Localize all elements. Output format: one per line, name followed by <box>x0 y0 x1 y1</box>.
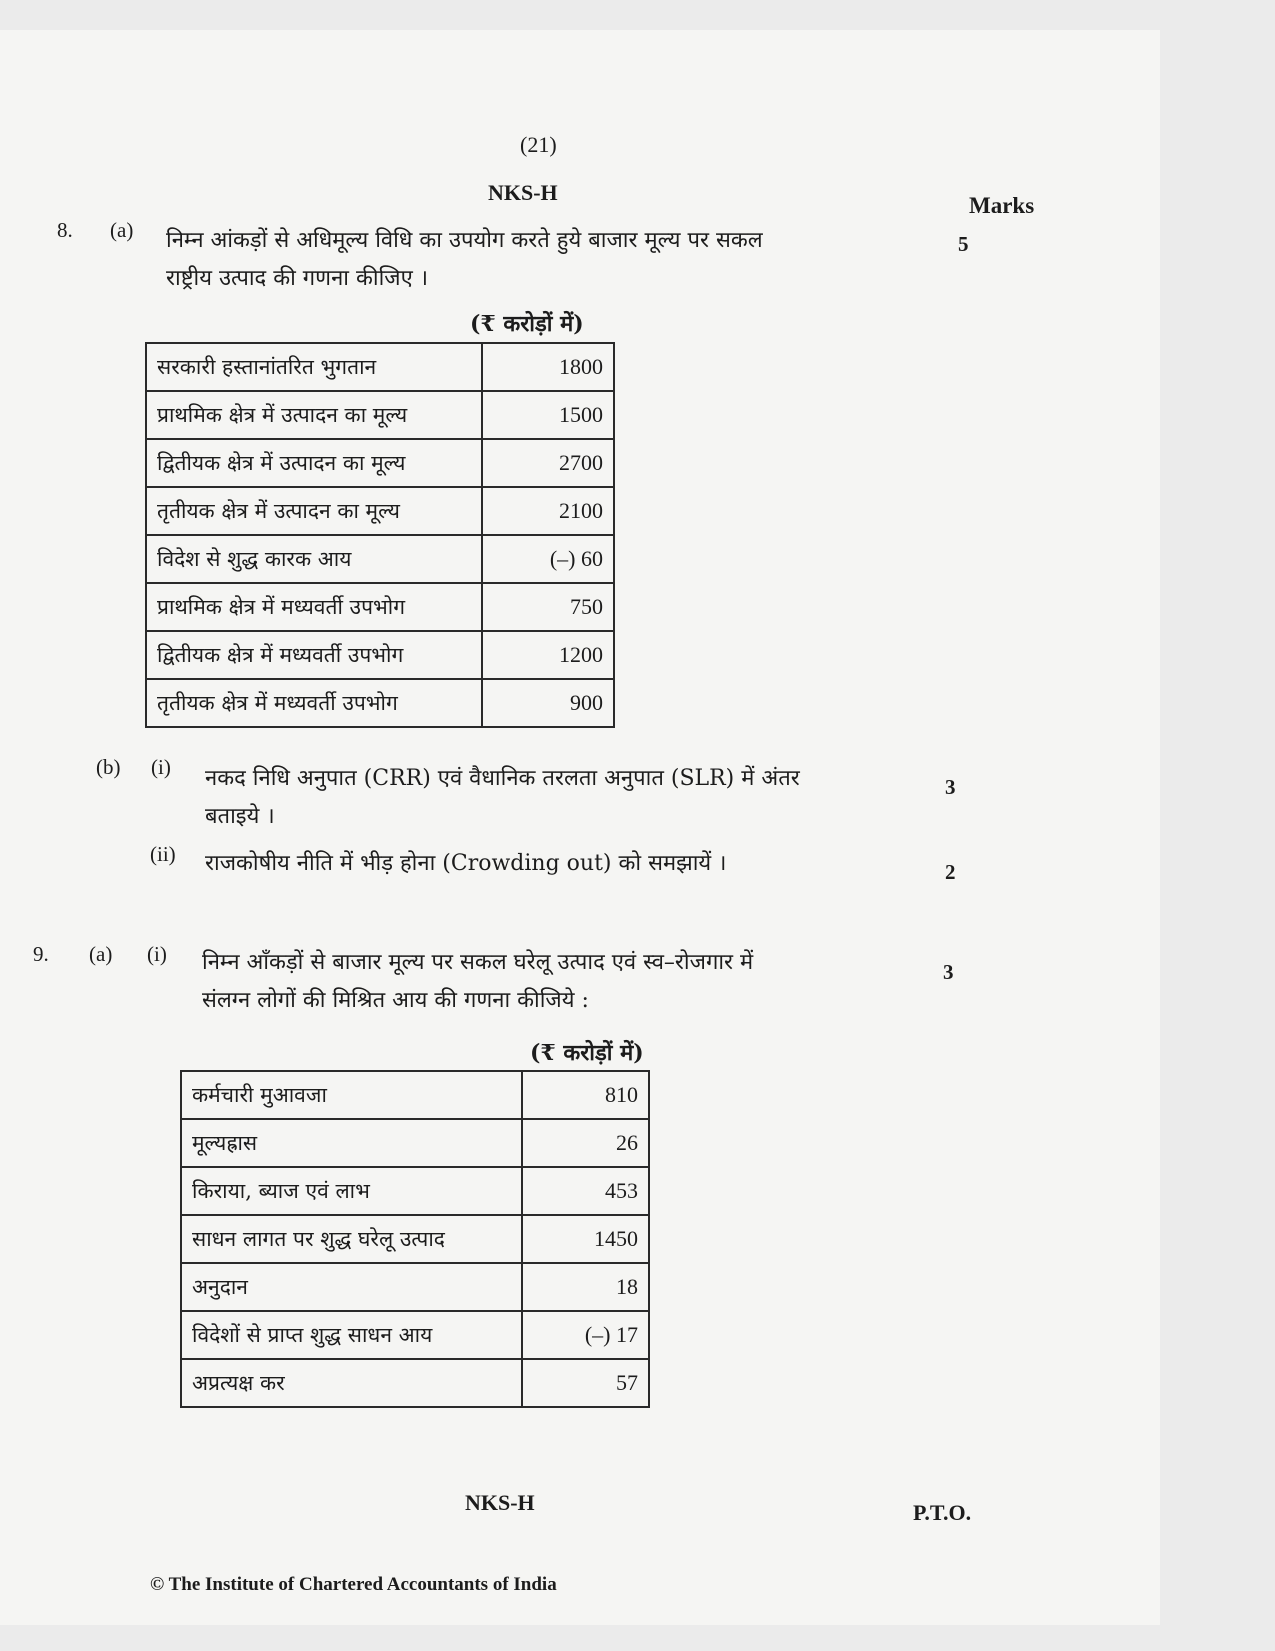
copyright-notice: © The Institute of Chartered Accountants of India <box>150 1574 557 1595</box>
row-label: द्वितीयक क्षेत्र में उत्पादन का मूल्य <box>146 439 482 487</box>
row-value: 57 <box>522 1359 649 1407</box>
row-label: कर्मचारी मुआवजा <box>181 1071 522 1119</box>
row-value: 18 <box>522 1263 649 1311</box>
row-label: अनुदान <box>181 1263 522 1311</box>
row-label: अप्रत्यक्ष कर <box>181 1359 522 1407</box>
row-label: किराया, ब्याज एवं लाभ <box>181 1167 522 1215</box>
table-row <box>181 1167 649 1215</box>
row-label: तृतीयक क्षेत्र में मध्यवर्ती उपभोग <box>146 679 482 727</box>
row-value: (–) 17 <box>522 1311 649 1359</box>
row-value: 26 <box>522 1119 649 1167</box>
row-label: द्वितीयक क्षेत्र में मध्यवर्ती उपभोग <box>146 631 482 679</box>
question-9a-i-line-1: निम्न आँकड़ों से बाजार मूल्य पर सकल घरेलू उत्पाद एवं स्व–रोजगार में <box>202 950 754 975</box>
question-8b-i-label: (i) <box>151 755 171 779</box>
table-row <box>181 1311 649 1359</box>
table-row <box>146 583 614 631</box>
table-row <box>181 1215 649 1263</box>
row-label: साधन लागत पर शुद्ध घरेलू उत्पाद <box>181 1215 522 1263</box>
question-8a-label: (a) <box>110 218 134 242</box>
row-label: विदेश से शुद्ध कारक आय <box>146 535 482 583</box>
row-value: 1200 <box>482 631 614 679</box>
table-row <box>146 631 614 679</box>
table-row <box>146 679 614 727</box>
table-1-unit: (₹ करोड़ों में) <box>470 311 584 337</box>
question-9-number: 9. <box>33 942 49 966</box>
row-value: 2100 <box>482 487 614 535</box>
question-8b-label: (b) <box>96 755 121 779</box>
marks-column-heading: Marks <box>969 193 1035 218</box>
page-number: (21) <box>520 132 557 157</box>
row-value: 750 <box>482 583 614 631</box>
table-8a <box>145 342 615 728</box>
question-9a-label: (a) <box>89 942 113 966</box>
question-8a-line-2: राष्ट्रीय उत्पाद की गणना कीजिए । <box>166 266 429 291</box>
table-row <box>181 1359 649 1407</box>
row-value: (–) 60 <box>482 535 614 583</box>
table-row <box>146 439 614 487</box>
question-9a-i-text <box>202 944 753 1020</box>
row-label: प्राथमिक क्षेत्र में मध्यवर्ती उपभोग <box>146 583 482 631</box>
row-value: 453 <box>522 1167 649 1215</box>
question-8b-ii-text: राजकोषीय नीति में भीड़ होना (Crowding out) को समझायें । <box>205 851 727 876</box>
question-8a-text <box>166 222 763 298</box>
row-value: 1800 <box>482 343 614 391</box>
table-2-unit: (₹ करोड़ों में) <box>530 1040 644 1066</box>
question-8b-i-line-1: नकद निधि अनुपात (CRR) एवं वैधानिक तरलता अनुपात (SLR) में अंतर <box>205 766 800 791</box>
table-row <box>146 535 614 583</box>
row-value: 810 <box>522 1071 649 1119</box>
row-label: तृतीयक क्षेत्र में उत्पादन का मूल्य <box>146 487 482 535</box>
question-8a-line-1: निम्न आंकड़ों से अधिमूल्य विधि का उपयोग करते हुये बाजार मूल्य पर सकल <box>166 228 763 253</box>
question-9a-i-label: (i) <box>147 942 167 966</box>
table-row <box>146 391 614 439</box>
question-9a-i-line-2: संलग्न लोगों की मिश्रित आय की गणना कीजिये : <box>202 988 589 1013</box>
table-row <box>146 343 614 391</box>
question-9a-i-marks: 3 <box>943 960 954 984</box>
row-label: विदेशों से प्राप्त शुद्ध साधन आय <box>181 1311 522 1359</box>
table-row <box>181 1119 649 1167</box>
table-9a <box>180 1070 650 1408</box>
question-8b-i-marks: 3 <box>945 775 956 799</box>
question-8b-i-line-2: बताइये । <box>205 804 275 829</box>
paper-code-header: NKS-H <box>488 180 558 205</box>
table-row <box>181 1263 649 1311</box>
question-8a-marks: 5 <box>958 232 969 256</box>
row-label: प्राथमिक क्षेत्र में उत्पादन का मूल्य <box>146 391 482 439</box>
row-value: 2700 <box>482 439 614 487</box>
question-8b-ii-marks: 2 <box>945 860 956 884</box>
please-turn-over: P.T.O. <box>913 1500 972 1525</box>
question-8b-i-text <box>205 760 800 836</box>
table-row <box>146 487 614 535</box>
row-value: 900 <box>482 679 614 727</box>
row-label: मूल्यह्रास <box>181 1119 522 1167</box>
table-row <box>181 1071 649 1119</box>
row-value: 1500 <box>482 391 614 439</box>
question-8-number: 8. <box>57 218 73 242</box>
question-8b-ii-label: (ii) <box>150 842 176 866</box>
paper-code-footer: NKS-H <box>465 1490 535 1515</box>
row-value: 1450 <box>522 1215 649 1263</box>
row-label: सरकारी हस्तानांतरित भुगतान <box>146 343 482 391</box>
